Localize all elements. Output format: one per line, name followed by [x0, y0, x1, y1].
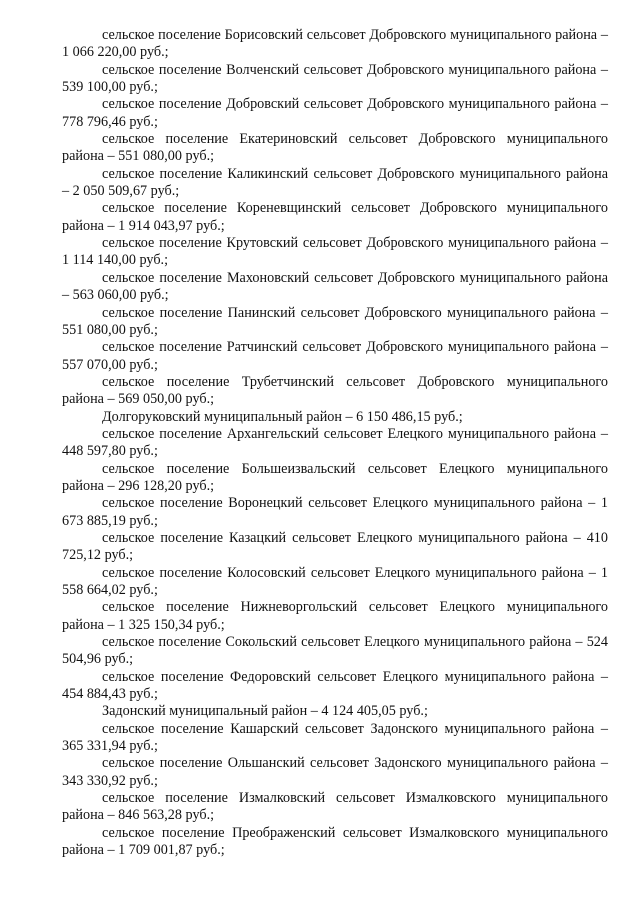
document-text	[62, 27, 608, 860]
list-item: сельское поселение Воронецкий сельсовет Елецкого муниципального района – 1 673 885,19 руб.;	[62, 495, 608, 529]
list-item: сельское поселение Панинский сельсовет Добровского муниципального района – 551 080,00 руб.;	[62, 304, 608, 338]
list-item: сельское поселение Екатериновский сельсовет Добровского муниципального района – 551 080,00 руб.;	[62, 131, 608, 165]
list-item: сельское поселение Крутовский сельсовет Добровского муниципального района – 1 114 140,00 руб.;	[62, 235, 608, 269]
list-item: сельское поселение Архангельский сельсовет Елецкого муниципального района – 448 597,80 руб.;	[62, 425, 608, 460]
list-item: сельское поселение Нижневоргольский сельсовет Елецкого муниципального района – 1 325 150,34 руб.;	[62, 599, 608, 633]
district-total: Задонский муниципальный район – 4 124 405,05 руб.;	[102, 703, 428, 720]
list-item: сельское поселение Сокольский сельсовет Елецкого муниципального района – 524 504,96 руб.;	[62, 634, 608, 668]
list-item: сельское поселение Ольшанский сельсовет Задонского муниципального района – 343 330,92 руб.;	[62, 755, 608, 789]
list-item: сельское поселение Кореневщинский сельсовет Добровского муниципального района – 1 914 043,97 руб.;	[62, 200, 608, 234]
list-item: сельское поселение Ратчинский сельсовет Добровского муниципального района – 557 070,00 руб.;	[62, 339, 608, 373]
list-item: сельское поселение Большеизвальский сельсовет Елецкого муниципального района – 296 128,20 руб.;	[62, 460, 608, 494]
list-item: сельское поселение Борисовский сельсовет Добровского муниципального района – 1 066 220,00 руб.;	[62, 27, 608, 61]
list-item: сельское поселение Кашарский сельсовет Задонского муниципального района – 365 331,94 руб.;	[62, 720, 608, 755]
list-item: сельское поселение Колосовский сельсовет Елецкого муниципального района – 1 558 664,02 руб.;	[62, 564, 608, 598]
list-item: сельское поселение Федоровский сельсовет Елецкого муниципального района – 454 884,43 руб.;	[62, 668, 608, 703]
list-item: сельское поселение Добровский сельсовет Добровского муниципального района – 778 796,46 руб.;	[62, 96, 608, 130]
list-item: сельское поселение Каликинский сельсовет Добровского муниципального района – 2 050 509,67 руб.;	[62, 165, 608, 200]
list-item: сельское поселение Махоновский сельсовет Добровского муниципального района – 563 060,00 руб.;	[62, 269, 608, 304]
list-item: сельское поселение Казацкий сельсовет Елецкого муниципального района – 410 725,12 руб.;	[62, 529, 608, 564]
list-item: сельское поселение Трубетчинский сельсовет Добровского муниципального района – 569 050,00 руб.;	[62, 373, 608, 408]
district-total: Долгоруковский муниципальный район – 6 150 486,15 руб.;	[102, 408, 463, 425]
list-item: сельское поселение Преображенский сельсовет Измалковского муниципального района – 1 709 001,87 руб.;	[62, 824, 608, 859]
list-item: сельское поселение Волченский сельсовет Добровского муниципального района – 539 100,00 руб.;	[62, 61, 608, 96]
list-item: сельское поселение Измалковский сельсовет Измалковского муниципального района – 846 563,28 руб.;	[62, 790, 608, 824]
